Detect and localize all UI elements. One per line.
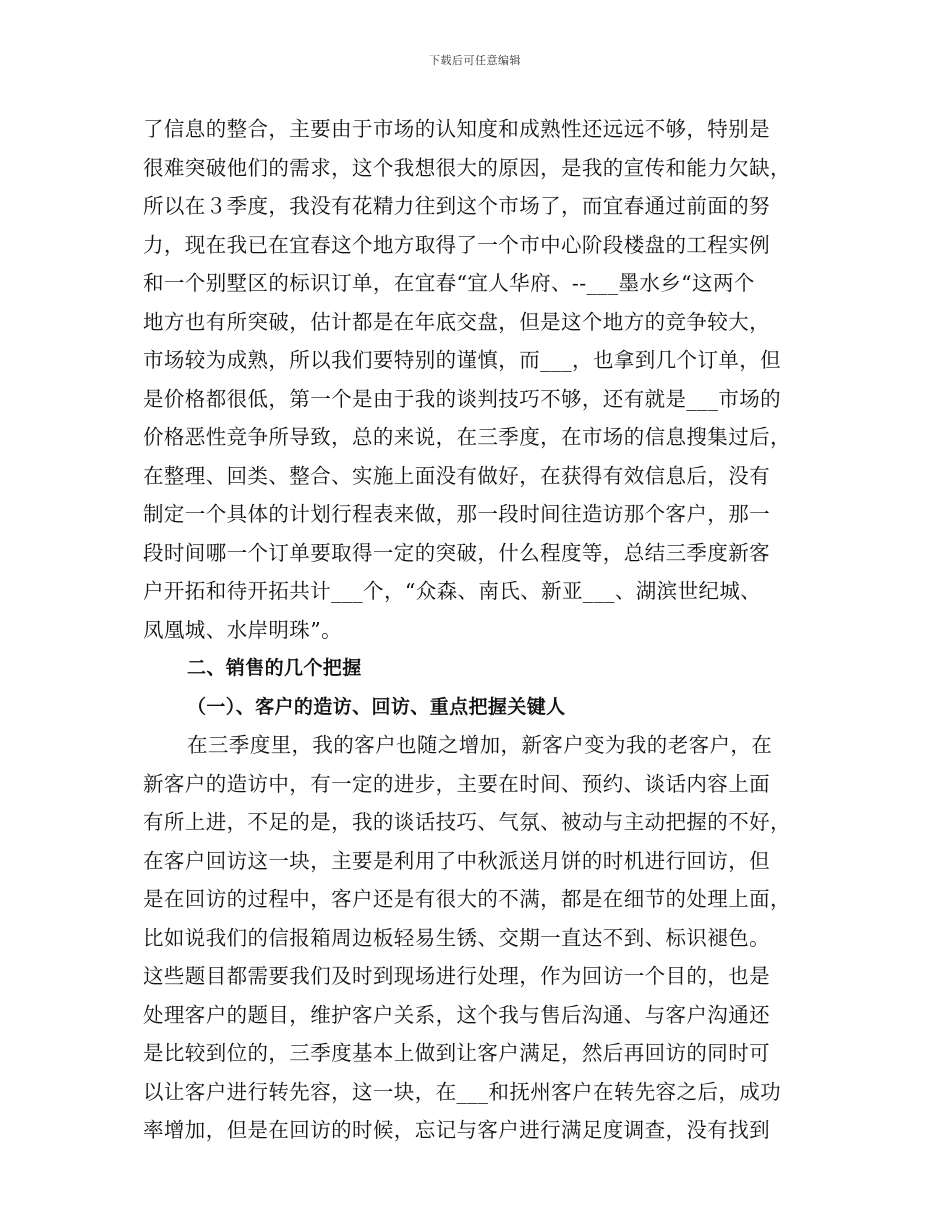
text-line: 有所上进，不足的是，我的谈话技巧、气氛、被动与主动把握的不好， xyxy=(143,810,791,834)
subsection-heading: （一）、客户的造访、回访、重点把握关键人 xyxy=(187,695,566,718)
text-line: 力，现在我已在宜春这个地方取得了一个市中心阶段楼盘的工程实例 xyxy=(143,232,770,257)
text-line: 所以在３季度，我没有花精力往到这个市场了，而宜春通过前面的努 xyxy=(143,194,770,218)
text-line: 处理客户的题目，维护客户关系，这个我与售后沟通、与客户沟通还 xyxy=(143,1002,770,1027)
text-line: 价格恶性竞争所导致，总的来说，在三季度，在市场的信息搜集过后， xyxy=(143,425,791,449)
text-line: 地方也有所突破，估计都是在年底交盘，但是这个地方的竞争较大， xyxy=(143,309,770,334)
page-header-note: 下载后可任意编辑 xyxy=(429,54,521,67)
text-line: 市场较为成熟，所以我们要特别的谨慎，而___，也拿到几个订单，但 xyxy=(143,348,782,372)
document-body xyxy=(143,110,823,1150)
paragraph-2 xyxy=(143,726,823,1150)
text-line: 比如说我们的信报箱周边板轻易生锈、交期一直达不到、标识褪色。 xyxy=(143,925,770,950)
text-line: 是价格都很低，第一个是由于我的谈判技巧不够，还有就是___市场的 xyxy=(143,386,782,411)
text-line: 以让客户进行转先容，这一块，在___和抚州客户在转先容之后，成功 xyxy=(143,1079,782,1104)
text-line: 率增加，但是在回访的时候，忘记与客户进行满足度调查，没有找到 xyxy=(143,1118,770,1142)
text-line: 在三季度里，我的客户也随之增加，新客户变为我的老客户，在 xyxy=(187,733,773,757)
text-line: 制定一个具体的计划行程表来做，那一段时间往造访那个客户，那一 xyxy=(143,502,770,526)
paragraph-1 xyxy=(143,110,823,649)
text-line: 在客户回访这一块，主要是利用了中秋派送月饼的时机进行回访，但 xyxy=(143,848,770,873)
text-line: 是在回访的过程中，客户还是有很大的不满，都是在细节的处理上面， xyxy=(143,887,791,911)
text-line: 户开拓和待开拓共计___个，“众森、南氏、新亚___、湖滨世纪城、 xyxy=(143,579,762,603)
text-line: 这些题目都需要我们及时到现场进行处理，作为回访一个目的，也是 xyxy=(143,964,770,988)
section-heading: 二、销售的几个把握 xyxy=(187,657,362,679)
text-line: 很难突破他们的需求，这个我想很大的原因，是我的宣传和能力欠缺， xyxy=(143,155,791,180)
text-line: 是比较到位的，三季度基本上做到让客户满足，然后再回访的同时可 xyxy=(143,1041,770,1065)
text-line: 段时间哪一个订单要取得一定的突破，什么程度等，总结三季度新客 xyxy=(143,540,770,565)
text-line: 和一个别墅区的标识订单，在宜春“宜人华府、--___墨水乡“这两个 xyxy=(143,271,755,295)
text-line: 凤凰城、水岸明珠”。 xyxy=(143,617,342,642)
text-line: 新客户的造访中，有一定的进步，主要在时间、预约、谈话内容上面 xyxy=(143,771,770,796)
text-line: 了信息的整合，主要由于市场的认知度和成熟性还远远不够，特别是 xyxy=(143,117,770,141)
text-line: 在整理、回类、整合、实施上面没有做好，在获得有效信息后，没有 xyxy=(143,463,770,488)
